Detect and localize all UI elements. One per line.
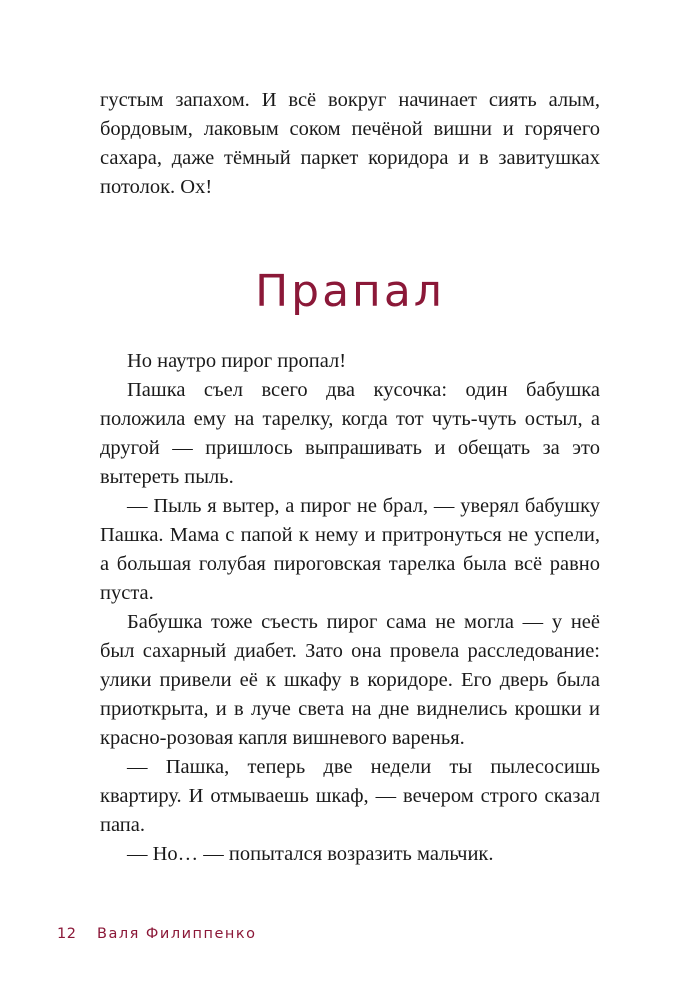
page-footer — [57, 924, 257, 944]
paragraph: Пашка съел всего два кусочка: один бабушка положила ему на тарелку, когда тот чуть-чуть остыл, а другой — пришлось выпрашивать и обещать за это вытереть пыль. — [100, 379, 600, 488]
chapter-title: Прапал — [255, 266, 445, 317]
author-name: Валя Филиппенко — [97, 926, 257, 942]
top-text-block — [100, 86, 600, 202]
page-number: 12 — [57, 926, 77, 942]
continued-paragraph: густым запахом. И всё вокруг начинает сиять алым, бордовым, лаковым соком печёной вишни и горячего сахара, даже тёмный паркет коридора и в завитушках потолок. Ох! — [100, 89, 600, 198]
paragraph: Но наутро пирог пропал! — [127, 350, 347, 372]
paragraph: Бабушка тоже съесть пирог сама не могла — у неё был сахарный диабет. Зато она провела расследование: улики привели её к шкафу в коридоре. Его дверь была приоткрыта, и в луче света на дне виднелись крошки и красно-розовая капля вишневого варенья. — [100, 611, 600, 749]
paragraph: — Пыль я вытер, а пирог не брал, — уверял бабушку Пашка. Мама с папой к нему и притронуться не успели, а большая голубая пироговская тарелка была всё равно пуста. — [100, 495, 600, 604]
paragraph: — Пашка, теперь две недели ты пылесосишь квартиру. И отмываешь шкаф, — вечером строго сказал папа. — [100, 756, 600, 836]
chapter-body — [100, 347, 600, 869]
paragraph: — Но… — попытался возразить мальчик. — [127, 843, 494, 865]
